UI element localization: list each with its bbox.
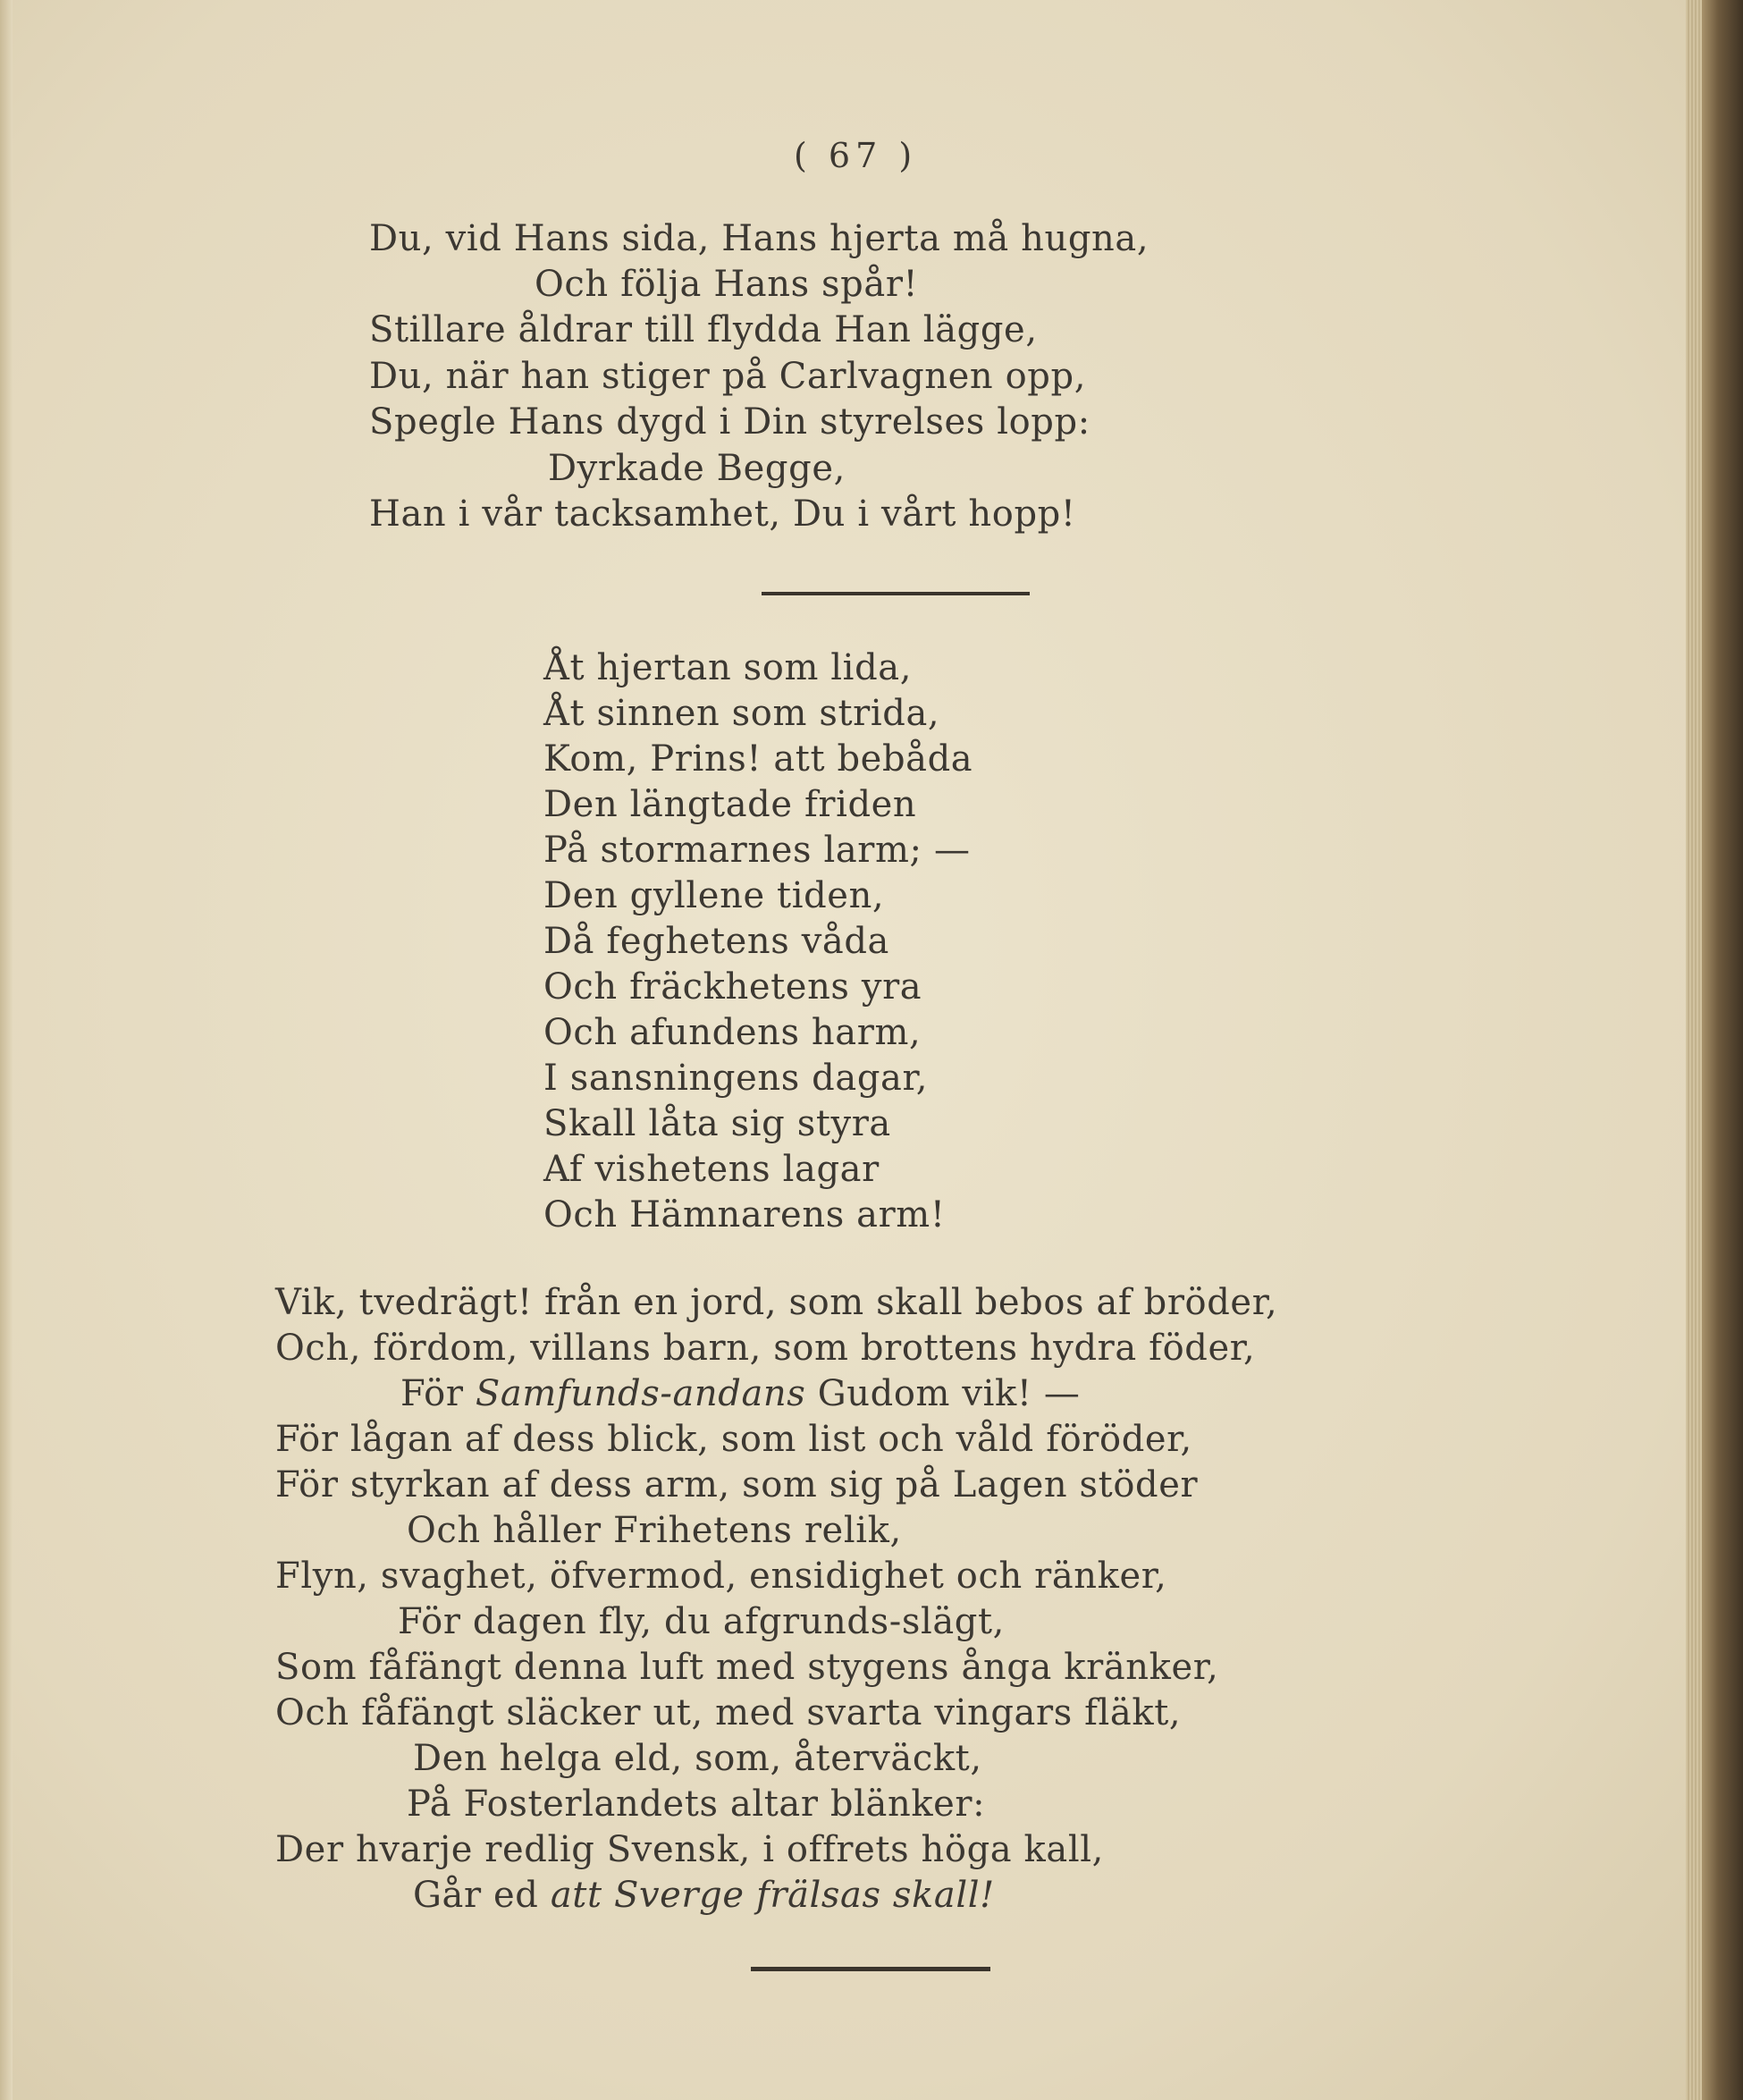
verse-line: För dagen fly, du afgrunds-slägt, [398,1601,1005,1642]
verse-italic-text: att Sverge frälsas skall! [550,1875,995,1916]
verse-line: Dyrkade Begge, [548,448,846,489]
verse-line: Den längtade friden [543,784,917,825]
verse-line: Som fåfängt denna luft med stygens ånga kränker, [275,1647,1219,1688]
verse-line: Du, när han stiger på Carlvagnen opp, [369,356,1087,397]
verse-line: För lågan af dess blick, som list och våld föröder, [275,1419,1192,1460]
verse-line: Och fåfängt släcker ut, med svarta vingars fläkt, [275,1692,1182,1733]
verse-line: På Fosterlandets altar blänker: [407,1784,986,1825]
verse-line [400,1372,1080,1415]
verse-line: Och, fördom, villans barn, som brottens hydra föder, [275,1328,1256,1369]
verse-line [413,1874,995,1917]
verse-line: Han i vår tacksamhet, Du i vårt hopp! [369,493,1076,535]
verse-line: Stillare åldrar till flydda Han lägge, [369,309,1038,350]
verse-line: Då feghetens våda [543,921,889,962]
page-stack-edge [1686,0,1702,2100]
section-divider [762,592,1030,595]
verse-line: Och fräckhetens yra [543,966,922,1008]
verse-italic-text: Samfunds-andans [475,1373,806,1414]
verse-line: Och afundens harm, [543,1012,922,1053]
verse-text: För [400,1373,464,1414]
verse-line: Åt hjertan som lida, [543,647,913,688]
verse-line: I sansningens dagar, [543,1058,929,1099]
verse-line: Den gyllene tiden, [543,875,885,916]
verse-line: För styrkan af dess arm, som sig på Lagen stöder [275,1464,1199,1505]
verse-text: Går ed [413,1875,539,1916]
verse-line: Och Hämnarens arm! [543,1194,946,1236]
verse-line: På stormarnes larm; — [543,830,971,871]
verse-line: Åt sinnen som strida, [543,693,940,734]
verse-text: Gudom vik! — [817,1373,1081,1414]
verse-line: Flyn, svaghet, öfvermod, ensidighet och ränker, [275,1556,1167,1597]
verse-line: Och håller Frihetens relik, [407,1510,902,1551]
page-number: ( 67 ) [794,136,918,175]
closing-divider [751,1967,990,1971]
verse-line: Skall låta sig styra [543,1103,891,1144]
verse-line: Kom, Prins! att bebåda [543,738,973,780]
verse-line: Der hvarje redlig Svensk, i offrets höga kall, [275,1829,1104,1870]
verse-line: Vik, tvedrägt! från en jord, som skall bebos af bröder, [275,1282,1278,1323]
verse-line: Och följa Hans spår! [535,264,919,305]
verse-line: Spegle Hans dygd i Din styrelses lopp: [369,401,1090,443]
verse-line: Den helga eld, som, återväckt, [413,1738,982,1779]
book-spine [1702,0,1743,2100]
verse-line: Du, vid Hans sida, Hans hjerta må hugna, [369,218,1149,259]
page-left-edge [0,0,13,2100]
verse-line: Af vishetens lagar [543,1149,880,1190]
